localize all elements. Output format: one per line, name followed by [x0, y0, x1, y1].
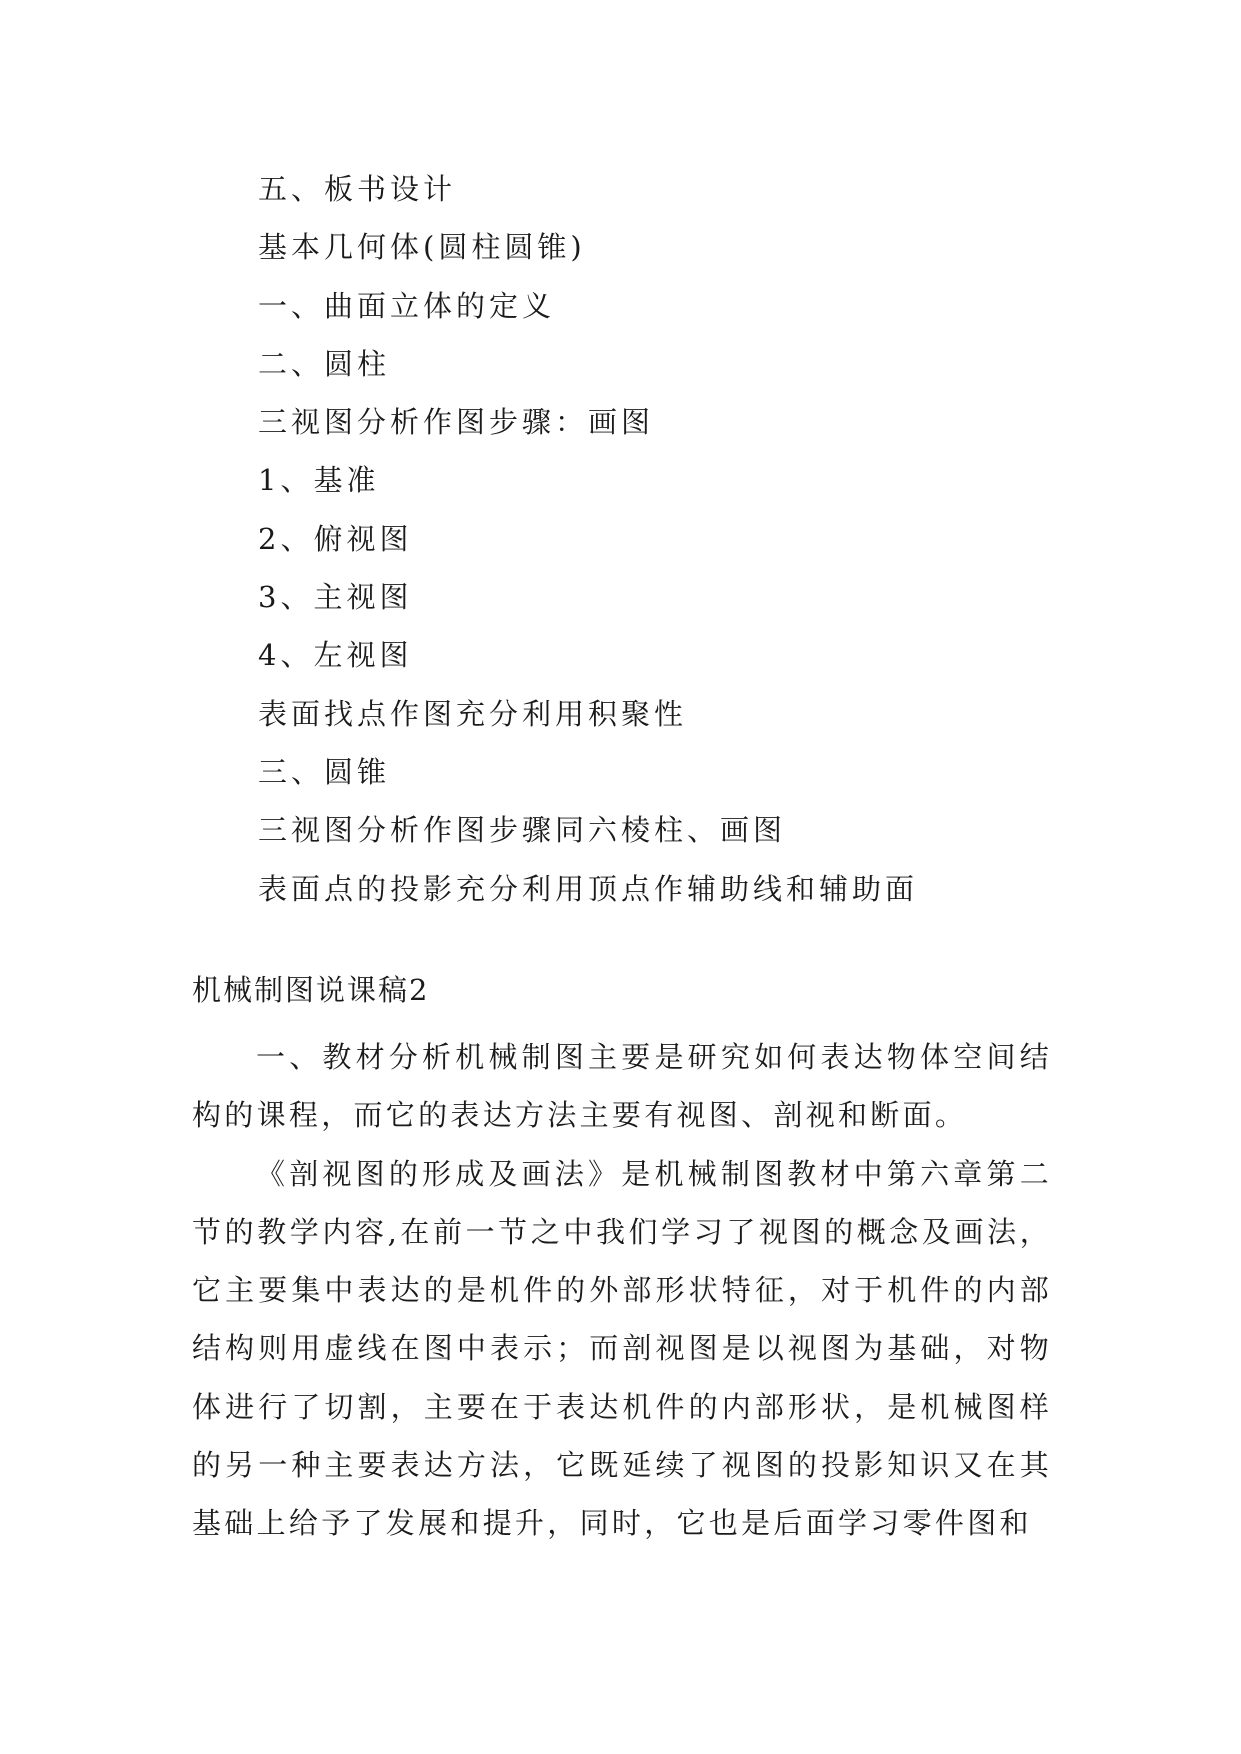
outline-line: 1、基准 [258, 463, 380, 498]
board-design-outline [258, 160, 1158, 918]
outline-line: 一、曲面立体的定义 [258, 288, 556, 323]
section-title: 机械制图说课稿2 [192, 973, 430, 1007]
outline-line: 三视图分析作图步骤：画图 [258, 405, 655, 440]
outline-heading: 五、板书设计 [258, 172, 457, 206]
paragraph-section-view: 《剖视图的形成及画法》是机械制图教材中第六章第二节的教学内容,在前一节之中我们学习了视图的概念及画法，它主要集中表达的是机件的外部形状特征，对于机件的内部结构则用虚线在图中表示；而剖视图是以视图为基础，对物体进行了切割，主要在于表达机件的内部形状，是机械图样的另一种主要表达方法，它既延续了视图的投影知识又在其基础上给予了发展和提升，同时，它也是后面学习零件图和 [192, 1156, 1052, 1541]
paragraph-textbook-analysis: 一、教材分析机械制图主要是研究如何表达物体空间结构的课程，而它的表达方法主要有视图、剖视和断面。 [192, 1040, 1052, 1133]
outline-line: 三视图分析作图步骤同六棱柱、画图 [258, 813, 787, 848]
outline-line: 三、圆锥 [258, 754, 391, 789]
outline-line: 表面点的投影充分利用顶点作辅助线和辅助面 [258, 871, 919, 906]
outline-line: 二、圆柱 [258, 346, 391, 381]
outline-line: 2、俯视图 [258, 521, 413, 556]
outline-line: 表面找点作图充分利用积聚性 [258, 696, 688, 731]
lecture-section-2 [192, 966, 1052, 1553]
outline-line: 4、左视图 [258, 638, 413, 673]
outline-line: 基本几何体(圆柱圆锥) [258, 230, 586, 265]
outline-line: 3、主视图 [258, 580, 413, 615]
